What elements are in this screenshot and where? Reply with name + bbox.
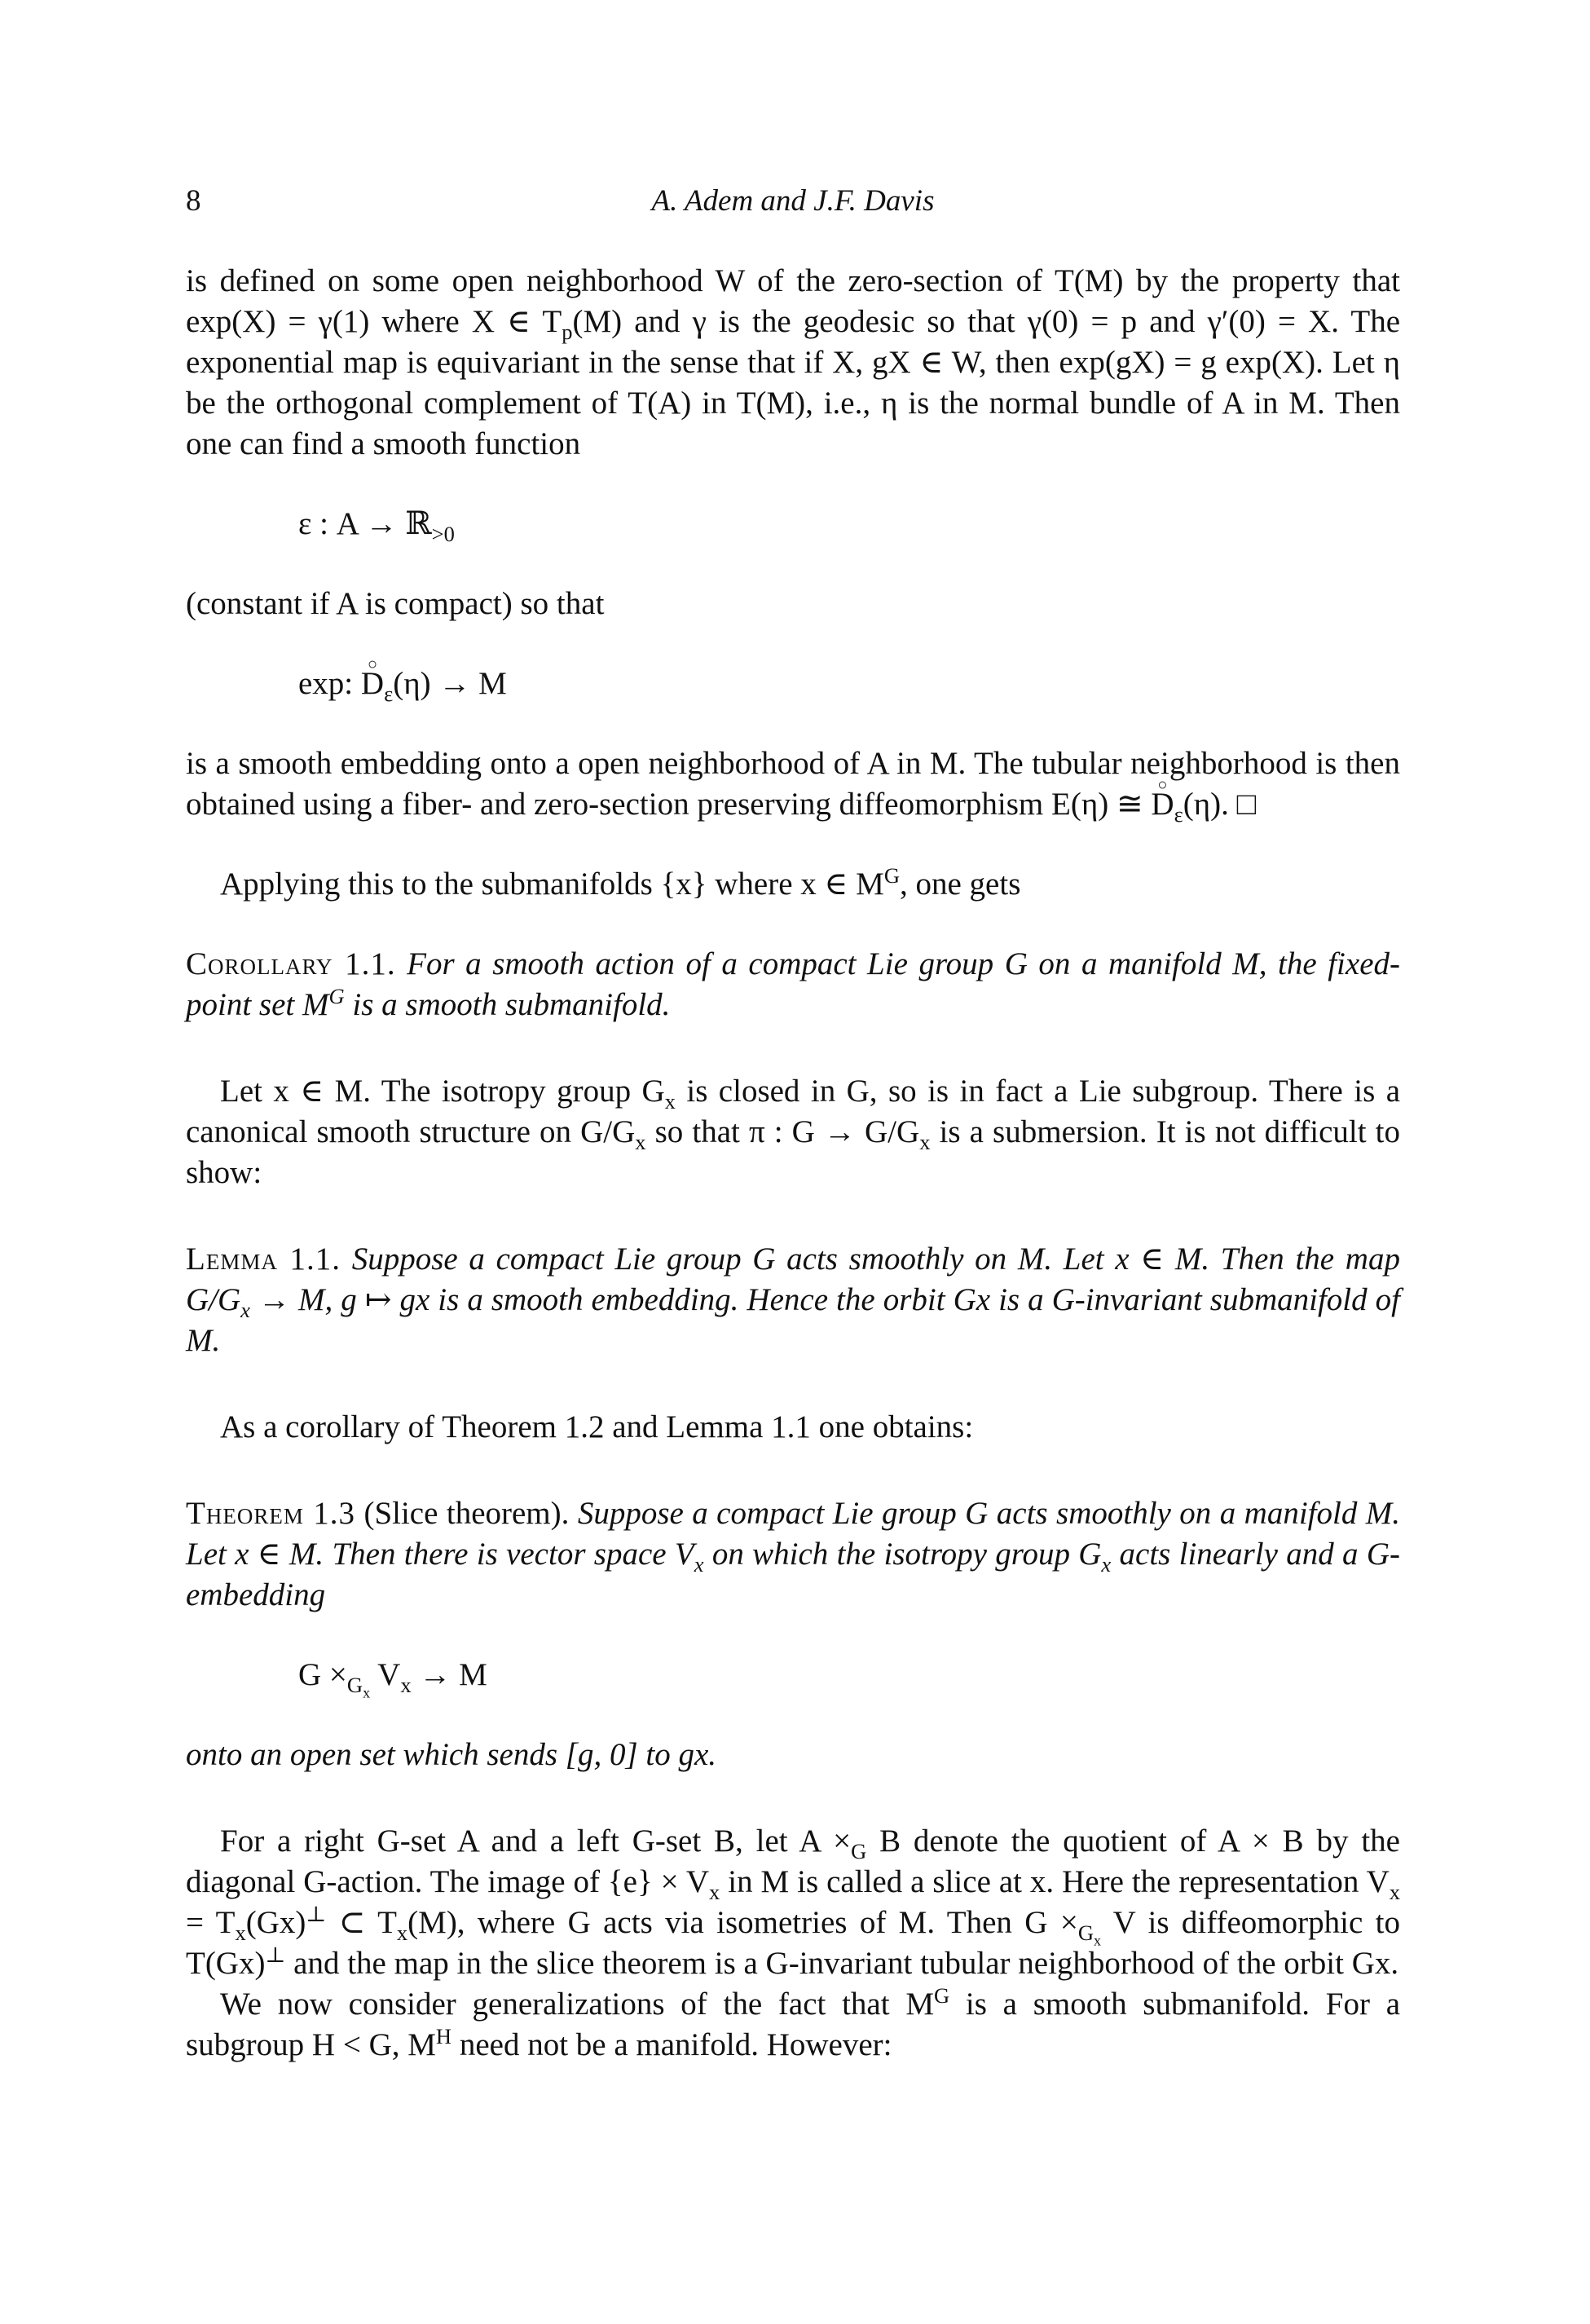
paragraph-constant-if-compact: (constant if A is compact) so that	[186, 586, 605, 621]
theorem-1-3	[186, 1493, 1400, 1616]
corollary-label: Corollary 1.1.	[186, 946, 396, 981]
equation-slice-embedding: $G \times_{G_x}$ $V_x \to M$	[298, 1657, 487, 1701]
paragraph-isotropy-group: Let x ∈ M. The isotropy group $G_x$ is closed in G, so is in fact a Lie subgroup. There is a canonical smooth structure on $G/G_x$ so that π : $G \to G/G_x$ is a submersion. It is not difficult to show:	[186, 1074, 1401, 1190]
theorem-label: Theorem 1.3	[186, 1496, 356, 1531]
running-head: A. Adem and J.F. Davis	[651, 184, 935, 218]
equation-epsilon-function: ε : A → ℝ$_{>0}$	[298, 506, 455, 546]
lemma-1-1	[186, 1239, 1400, 1361]
corollary-text: For a smooth action of a compact Lie group G on a manifold M, the fixed-point set $M^G$ is a smooth submanifold.	[186, 946, 1400, 1022]
page-header	[186, 181, 1400, 222]
page-number: 8	[186, 184, 201, 218]
corollary-1-1	[186, 944, 1400, 1025]
paragraph-tubular-neighborhood: is a smooth embedding onto a open neighborhood of A in M. The tubular neighborhood is then obtained using a fiber- and zero-section preserving diffeomorphism E(η) ≅ ○ $D_\varepsilon(\eta)$. □	[186, 743, 1400, 825]
paragraph-generalizations: We now consider generalizations of the fact that $M^G$ is a smooth submanifold. For a subgroup H < G, $M^H$ need not be a manifold. However:	[186, 1983, 1401, 2062]
paragraph-exp-map: is defined on some open neighborhood W of the zero-section of T(M) by the property that exp(X) = γ(1) where X ∈ $T_p(M)$ and γ is the geodesic so that γ(0) = p and γ′(0) = X. The exponential map is equivariant in the sense that if X, gX ∈ W, then exp(gX) = g exp(X). Let η be the orthogonal complement of T(A) in T(M), i.e., η is the normal bundle of A in M. Then one can find a smooth function	[186, 263, 1401, 461]
equation-exp-embedding: exp: ○ $D_\varepsilon(\eta) \to M$	[186, 664, 1400, 704]
paragraph-slice-definition: For a right G-set A and a left G-set B, let $A \times_G$ B denote the quotient of A × B by the diagonal G-action. The image of $\{e\} \times V_x$ in M is called a slice at x. Here the representation $V_x = T_x(Gx)^\perp$ ⊂ $T_x(M)$, where G acts via isometries of M. Then $G \times_{G_x}$ V is diffeomorphic to T(Gx)⊥ and the map in the slice theorem is a G-invariant tubular neighborhood of the orbit Gx.	[186, 1823, 1400, 1981]
lemma-text: Suppose a compact Lie group G acts smoothly on M. Let x ∈ M. Then the map $G/G_x \to M$, g ↦ gx is a smooth embedding. Hence the orbit Gx is a G-invariant submanifold of M.	[186, 1241, 1400, 1358]
paragraph-applying-submanifolds: Applying this to the submanifolds {x} where x ∈ $M^G$, one gets	[220, 863, 1021, 902]
theorem-text: Suppose a compact Lie group G acts smoothly on a manifold M. Let x ∈ M. Then there is vector space $V_x$ on which the isotropy group $G_x$ acts linearly and a G-embedding	[186, 1496, 1400, 1612]
lemma-label: Lemma 1.1.	[186, 1241, 341, 1277]
page-body	[186, 261, 1400, 2066]
paragraph-corollary-of-theorem: As a corollary of Theorem 1.2 and Lemma 1.1 one obtains:	[220, 1409, 974, 1444]
theorem-text-continuation: onto an open set which sends [g, 0] to gx.	[186, 1737, 717, 1772]
theorem-name: (Slice theorem).	[363, 1496, 570, 1531]
